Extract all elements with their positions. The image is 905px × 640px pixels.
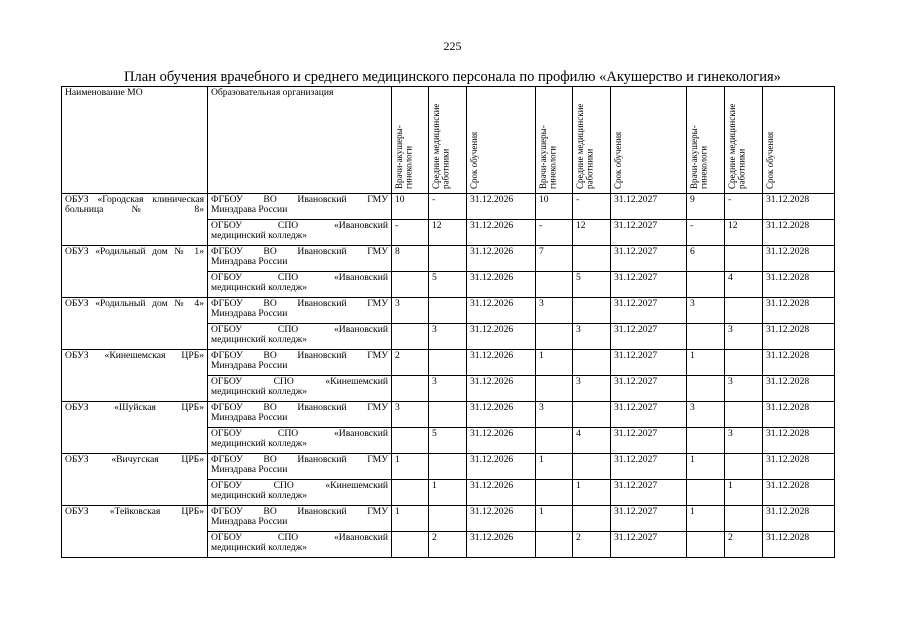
doctors-2028-cell: 3 [687, 298, 725, 324]
education-org-cell [208, 324, 392, 350]
doctors-2026-cell: 3 [392, 402, 429, 428]
nurses-2026-cell [429, 402, 467, 428]
term-2027-cell: 31.12.2027 [611, 428, 687, 454]
term-2028-cell: 31.12.2028 [763, 194, 835, 220]
education-org-cell [208, 298, 392, 324]
header-doctors-2028: Врачи-акушеры-гинекологи [687, 87, 725, 194]
education-org-cell [208, 272, 392, 298]
term-2027-cell: 31.12.2027 [611, 272, 687, 298]
org-name-line2: Минздрава России [211, 412, 288, 423]
term-2028-cell: 31.12.2028 [763, 532, 835, 558]
doctors-2027-cell: 1 [536, 350, 573, 376]
doctors-2028-cell: 3 [687, 402, 725, 428]
nurses-2028-cell [725, 246, 763, 272]
header-mo-name: Наименование МО [62, 87, 208, 194]
doctors-2028-cell [687, 532, 725, 558]
header-term-2028: Срок обучения [763, 87, 835, 194]
doctors-2026-cell: 2 [392, 350, 429, 376]
org-name-line1: ФГБОУ ВО Ивановский ГМУ [211, 350, 388, 361]
mo-name-cell: ОБУЗ «Родильный дом № 1» [62, 246, 208, 298]
org-name-line1: ФГБОУ ВО Ивановский ГМУ [211, 194, 388, 205]
table-header-row [62, 87, 835, 194]
doctors-2026-cell [392, 272, 429, 298]
doctors-2026-cell [392, 324, 429, 350]
table-body [62, 194, 835, 558]
org-name-line2: медицинский колледж» [211, 490, 308, 501]
nurses-2028-cell [725, 402, 763, 428]
nurses-2026-cell: 12 [429, 220, 467, 246]
education-org-cell [208, 220, 392, 246]
nurses-2026-cell: 3 [429, 376, 467, 402]
term-2028-cell: 31.12.2028 [763, 376, 835, 402]
term-2027-cell: 31.12.2027 [611, 454, 687, 480]
doctors-2028-cell: 9 [687, 194, 725, 220]
header-nurses-2028: Средние медицинские работники [725, 87, 763, 194]
term-2028-cell: 31.12.2028 [763, 454, 835, 480]
org-name-line1: ОГБОУ СПО «Кинешемский [211, 480, 388, 491]
org-name-line1: ОГБОУ СПО «Ивановский [211, 220, 388, 231]
table-row [62, 350, 835, 376]
doctors-2026-cell: 1 [392, 454, 429, 480]
term-2026-cell: 31.12.2026 [467, 246, 536, 272]
doctors-2028-cell: 1 [687, 506, 725, 532]
doctors-2027-cell: 3 [536, 402, 573, 428]
term-2027-cell: 31.12.2027 [611, 324, 687, 350]
org-name-line1: ОГБОУ СПО «Ивановский [211, 324, 388, 335]
doctors-2027-cell [536, 428, 573, 454]
org-name-line1: ОГБОУ СПО «Ивановский [211, 532, 388, 543]
term-2026-cell: 31.12.2026 [467, 428, 536, 454]
table-row [62, 298, 835, 324]
nurses-2027-cell [573, 350, 611, 376]
nurses-2027-cell: 12 [573, 220, 611, 246]
org-name-line1: ФГБОУ ВО Ивановский ГМУ [211, 298, 388, 309]
nurses-2028-cell: 3 [725, 428, 763, 454]
nurses-2027-cell: 5 [573, 272, 611, 298]
nurses-2028-cell [725, 506, 763, 532]
org-name-line2: Минздрава России [211, 464, 288, 475]
term-2026-cell: 31.12.2026 [467, 454, 536, 480]
org-name-line1: ФГБОУ ВО Ивановский ГМУ [211, 506, 388, 517]
table-row [62, 506, 835, 532]
term-2026-cell: 31.12.2026 [467, 402, 536, 428]
org-name-line2: Минздрава России [211, 204, 288, 215]
term-2026-cell: 31.12.2026 [467, 272, 536, 298]
org-name-line1: ФГБОУ ВО Ивановский ГМУ [211, 246, 388, 257]
nurses-2028-cell [725, 454, 763, 480]
term-2028-cell: 31.12.2028 [763, 220, 835, 246]
mo-name-cell: ОБУЗ «Вичугская ЦРБ» [62, 454, 208, 506]
term-2027-cell: 31.12.2027 [611, 480, 687, 506]
term-2026-cell: 31.12.2026 [467, 350, 536, 376]
nurses-2028-cell: 2 [725, 532, 763, 558]
org-name-line2: медицинский колледж» [211, 438, 308, 449]
doctors-2026-cell: - [392, 220, 429, 246]
nurses-2028-cell: 3 [725, 324, 763, 350]
org-name-line1: ФГБОУ ВО Ивановский ГМУ [211, 402, 388, 413]
term-2026-cell: 31.12.2026 [467, 376, 536, 402]
term-2026-cell: 31.12.2026 [467, 480, 536, 506]
doctors-2028-cell: 1 [687, 454, 725, 480]
nurses-2028-cell: - [725, 194, 763, 220]
document-title: План обучения врачебного и среднего медицинского персонала по профилю «Акушерство и гинекология» [124, 69, 781, 85]
training-plan-table [61, 86, 835, 558]
nurses-2027-cell: 3 [573, 376, 611, 402]
nurses-2028-cell: 1 [725, 480, 763, 506]
doctors-2027-cell: - [536, 220, 573, 246]
term-2027-cell: 31.12.2027 [611, 350, 687, 376]
mo-name-cell: ОБУЗ «Городская клиническая больница № 8» [62, 194, 208, 246]
term-2028-cell: 31.12.2028 [763, 428, 835, 454]
nurses-2028-cell [725, 298, 763, 324]
table-row [62, 194, 835, 220]
mo-name-cell: ОБУЗ «Родильный дом № 4» [62, 298, 208, 350]
org-name-line1: ОГБОУ СПО «Ивановский [211, 272, 388, 283]
org-name-line2: Минздрава России [211, 256, 288, 267]
term-2027-cell: 31.12.2027 [611, 220, 687, 246]
nurses-2027-cell: 3 [573, 324, 611, 350]
term-2026-cell: 31.12.2026 [467, 506, 536, 532]
doctors-2028-cell: - [687, 220, 725, 246]
org-name-line2: медицинский колледж» [211, 282, 308, 293]
nurses-2026-cell [429, 350, 467, 376]
org-name-line1: ОГБОУ СПО «Ивановский [211, 428, 388, 439]
org-name-line1: ФГБОУ ВО Ивановский ГМУ [211, 454, 388, 465]
term-2028-cell: 31.12.2028 [763, 506, 835, 532]
doctors-2027-cell: 1 [536, 506, 573, 532]
doctors-2027-cell: 10 [536, 194, 573, 220]
doctors-2028-cell: 6 [687, 246, 725, 272]
term-2026-cell: 31.12.2026 [467, 298, 536, 324]
education-org-cell [208, 350, 392, 376]
nurses-2027-cell: - [573, 194, 611, 220]
org-name-line2: медицинский колледж» [211, 542, 308, 553]
doctors-2028-cell [687, 428, 725, 454]
doctors-2026-cell: 10 [392, 194, 429, 220]
doctors-2026-cell [392, 532, 429, 558]
education-org-cell [208, 402, 392, 428]
nurses-2026-cell [429, 298, 467, 324]
doctors-2027-cell: 1 [536, 454, 573, 480]
term-2028-cell: 31.12.2028 [763, 402, 835, 428]
term-2027-cell: 31.12.2027 [611, 194, 687, 220]
doctors-2027-cell: 7 [536, 246, 573, 272]
header-nurses-2026: Средние медицинские работники [429, 87, 467, 194]
nurses-2027-cell [573, 298, 611, 324]
header-term-2026: Срок обучения [467, 87, 536, 194]
nurses-2028-cell: 3 [725, 376, 763, 402]
term-2028-cell: 31.12.2028 [763, 298, 835, 324]
doctors-2028-cell [687, 376, 725, 402]
org-name-line2: Минздрава России [211, 516, 288, 527]
term-2028-cell: 31.12.2028 [763, 480, 835, 506]
nurses-2026-cell: 2 [429, 532, 467, 558]
nurses-2026-cell: 3 [429, 324, 467, 350]
org-name-line2: медицинский колледж» [211, 386, 308, 397]
doctors-2028-cell [687, 480, 725, 506]
nurses-2027-cell: 1 [573, 480, 611, 506]
nurses-2027-cell [573, 454, 611, 480]
doctors-2026-cell [392, 480, 429, 506]
header-term-2027: Срок обучения [611, 87, 687, 194]
nurses-2028-cell [725, 350, 763, 376]
term-2028-cell: 31.12.2028 [763, 272, 835, 298]
doctors-2026-cell [392, 428, 429, 454]
doctors-2027-cell [536, 272, 573, 298]
nurses-2026-cell: 5 [429, 428, 467, 454]
education-org-cell [208, 532, 392, 558]
doctors-2026-cell: 3 [392, 298, 429, 324]
mo-name-cell: ОБУЗ «Тейковская ЦРБ» [62, 506, 208, 558]
nurses-2026-cell: 5 [429, 272, 467, 298]
term-2028-cell: 31.12.2028 [763, 324, 835, 350]
doctors-2028-cell [687, 272, 725, 298]
term-2027-cell: 31.12.2027 [611, 402, 687, 428]
doctors-2027-cell: 3 [536, 298, 573, 324]
doctors-2027-cell [536, 324, 573, 350]
nurses-2027-cell [573, 246, 611, 272]
nurses-2028-cell: 12 [725, 220, 763, 246]
doctors-2028-cell: 1 [687, 350, 725, 376]
education-org-cell [208, 428, 392, 454]
doctors-2027-cell [536, 480, 573, 506]
org-name-line1: ОГБОУ СПО «Кинешемский [211, 376, 388, 387]
nurses-2028-cell: 4 [725, 272, 763, 298]
term-2027-cell: 31.12.2027 [611, 532, 687, 558]
header-nurses-2027: Средние медицинские работники [573, 87, 611, 194]
doctors-2027-cell [536, 532, 573, 558]
org-name-line2: Минздрава России [211, 308, 288, 319]
org-name-line2: медицинский колледж» [211, 334, 308, 345]
term-2026-cell: 31.12.2026 [467, 532, 536, 558]
doctors-2027-cell [536, 376, 573, 402]
mo-name-cell: ОБУЗ «Шуйская ЦРБ» [62, 402, 208, 454]
header-education-org: Образовательная организация [208, 87, 392, 194]
org-name-line2: медицинский колледж» [211, 230, 308, 241]
nurses-2027-cell [573, 506, 611, 532]
education-org-cell [208, 194, 392, 220]
doctors-2028-cell [687, 324, 725, 350]
page-number: 225 [443, 39, 462, 53]
table-row [62, 246, 835, 272]
education-org-cell [208, 246, 392, 272]
nurses-2027-cell: 4 [573, 428, 611, 454]
education-org-cell [208, 480, 392, 506]
term-2027-cell: 31.12.2027 [611, 506, 687, 532]
header-doctors-2026: Врачи-акушеры-гинекологи [392, 87, 429, 194]
table-row [62, 402, 835, 428]
doctors-2026-cell [392, 376, 429, 402]
nurses-2026-cell [429, 506, 467, 532]
nurses-2026-cell: 1 [429, 480, 467, 506]
term-2027-cell: 31.12.2027 [611, 298, 687, 324]
term-2028-cell: 31.12.2028 [763, 350, 835, 376]
term-2027-cell: 31.12.2027 [611, 246, 687, 272]
mo-name-cell: ОБУЗ «Кинешемская ЦРБ» [62, 350, 208, 402]
education-org-cell [208, 454, 392, 480]
header-doctors-2027: Врачи-акушеры-гинекологи [536, 87, 573, 194]
education-org-cell [208, 506, 392, 532]
nurses-2027-cell [573, 402, 611, 428]
doctors-2026-cell: 8 [392, 246, 429, 272]
nurses-2026-cell [429, 246, 467, 272]
education-org-cell [208, 376, 392, 402]
nurses-2026-cell [429, 454, 467, 480]
term-2026-cell: 31.12.2026 [467, 324, 536, 350]
term-2028-cell: 31.12.2028 [763, 246, 835, 272]
table-row [62, 454, 835, 480]
term-2027-cell: 31.12.2027 [611, 376, 687, 402]
org-name-line2: Минздрава России [211, 360, 288, 371]
nurses-2026-cell: - [429, 194, 467, 220]
term-2026-cell: 31.12.2026 [467, 220, 536, 246]
nurses-2027-cell: 2 [573, 532, 611, 558]
doctors-2026-cell: 1 [392, 506, 429, 532]
term-2026-cell: 31.12.2026 [467, 194, 536, 220]
